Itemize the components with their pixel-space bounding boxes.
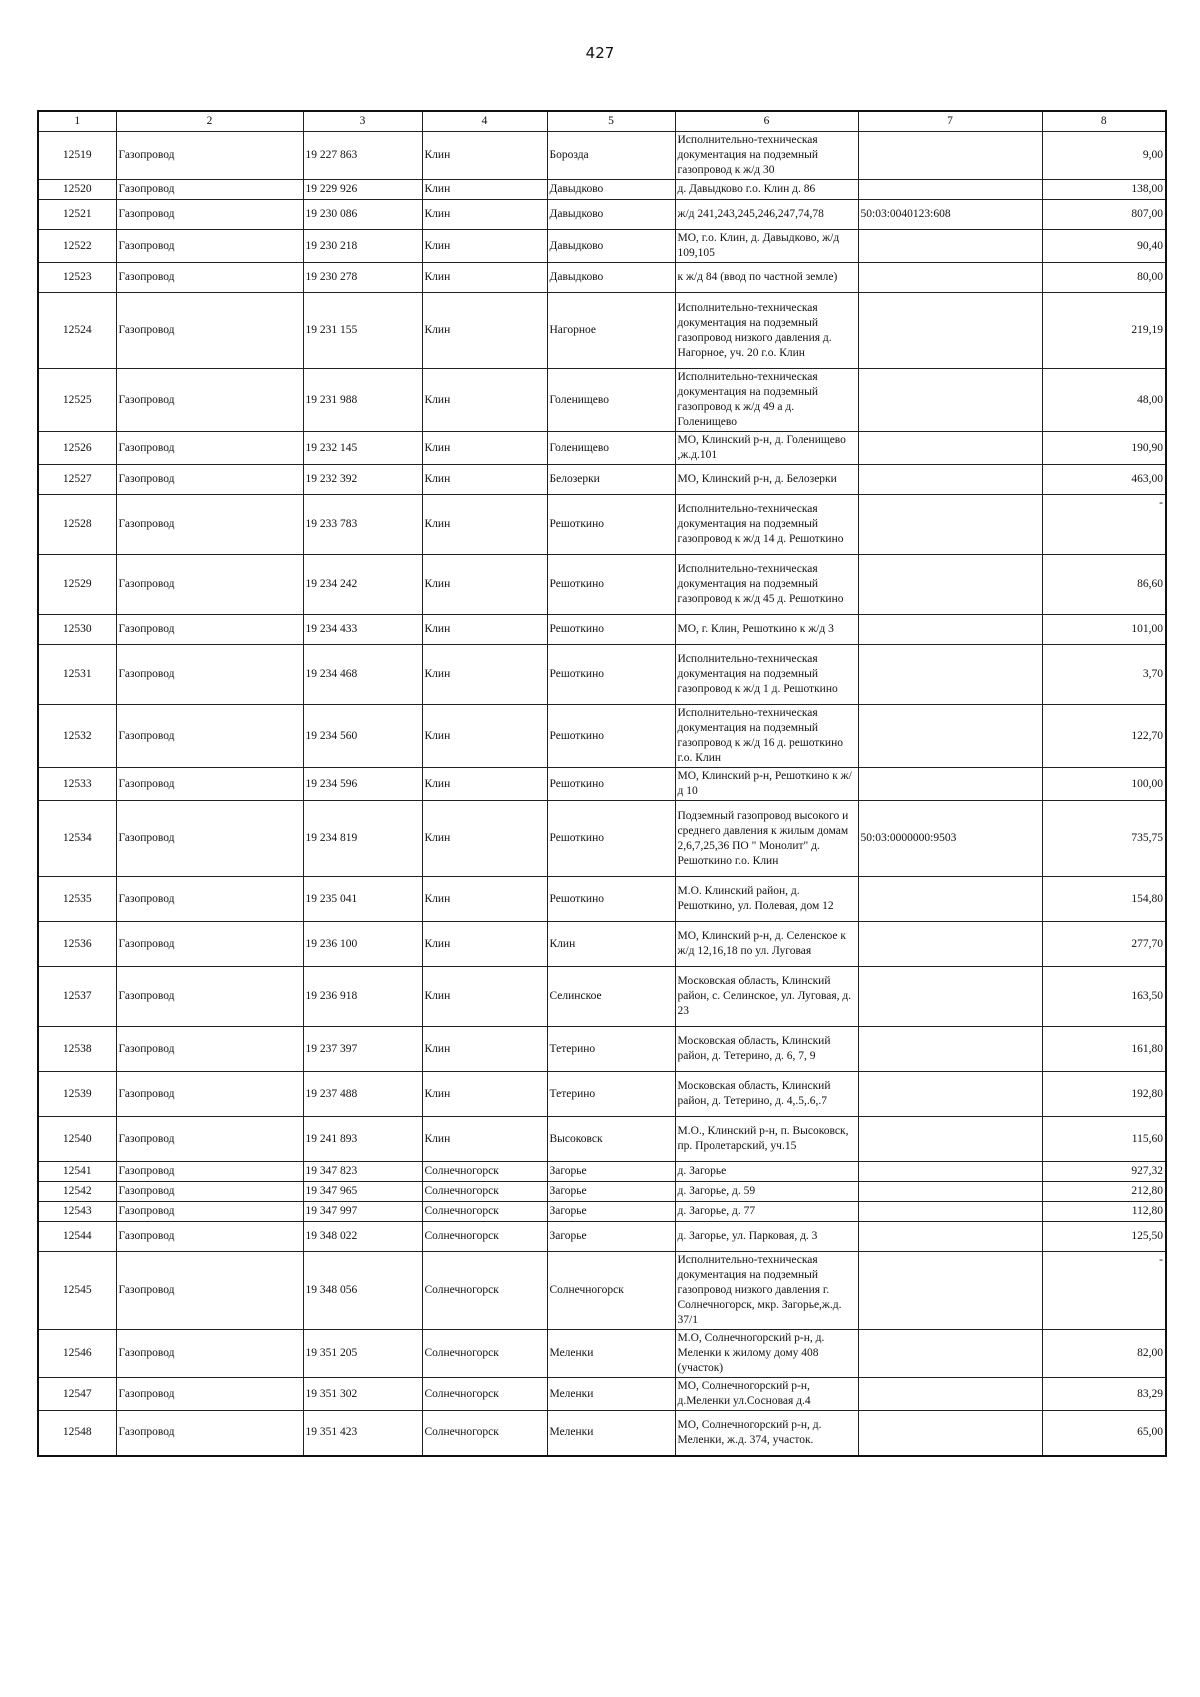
length-value: 161,80: [1042, 1027, 1166, 1072]
locality: Решоткино: [547, 555, 675, 615]
length-value: 48,00: [1042, 369, 1166, 432]
table-row: [38, 369, 1166, 432]
district: Клин: [422, 132, 547, 180]
address: МО, Солнечногорский р-н, д.Меленки ул.Сосновая д.4: [675, 1378, 858, 1411]
locality: Давыдково: [547, 200, 675, 230]
cadastral-number: 50:03:0040123:608: [858, 200, 1042, 230]
district: Солнечногорск: [422, 1252, 547, 1330]
object-type: Газопровод: [116, 263, 303, 293]
row-number: 12537: [38, 967, 116, 1027]
object-code: 19 347 965: [303, 1182, 422, 1202]
row-number: 12546: [38, 1330, 116, 1378]
address: д. Загорье, д. 59: [675, 1182, 858, 1202]
object-type: Газопровод: [116, 1202, 303, 1222]
object-type: Газопровод: [116, 1411, 303, 1456]
address: Исполнительно-техническая документация на подземный газопровод к ж/д 16 д. решоткино г.о. Клин: [675, 705, 858, 768]
table-row: [38, 495, 1166, 555]
object-code: 19 230 086: [303, 200, 422, 230]
cadastral-number: [858, 495, 1042, 555]
cadastral-number: [858, 922, 1042, 967]
header-row: [38, 111, 1166, 132]
length-value: 122,70: [1042, 705, 1166, 768]
length-value: 927,32: [1042, 1162, 1166, 1182]
address: Подземный газопровод высокого и среднего давления к жилым домам 2,6,7,25,36 ПО " Монолит" д. Решоткино г.о. Клин: [675, 801, 858, 877]
length-value: 90,40: [1042, 230, 1166, 263]
district: Клин: [422, 1072, 547, 1117]
locality: Решоткино: [547, 495, 675, 555]
locality: Селинское: [547, 967, 675, 1027]
object-code: 19 351 302: [303, 1378, 422, 1411]
object-code: 19 227 863: [303, 132, 422, 180]
table-row: [38, 922, 1166, 967]
table-row: [38, 1202, 1166, 1222]
locality: Решоткино: [547, 877, 675, 922]
district: Клин: [422, 801, 547, 877]
row-number: 12524: [38, 293, 116, 369]
locality: Тетерино: [547, 1072, 675, 1117]
table-row: [38, 293, 1166, 369]
address: Московская область, Клинский район, с. Селинское, ул. Луговая, д. 23: [675, 967, 858, 1027]
table-row: [38, 615, 1166, 645]
locality: Солнечногорск: [547, 1252, 675, 1330]
length-value: 86,60: [1042, 555, 1166, 615]
row-number: 12538: [38, 1027, 116, 1072]
cadastral-number: [858, 230, 1042, 263]
object-code: 19 229 926: [303, 180, 422, 200]
district: Клин: [422, 432, 547, 465]
district: Клин: [422, 200, 547, 230]
locality: Борозда: [547, 132, 675, 180]
table-row: [38, 1330, 1166, 1378]
table-row: [38, 645, 1166, 705]
district: Клин: [422, 230, 547, 263]
page-number: 427: [585, 44, 615, 62]
cadastral-number: 50:03:0000000:9503: [858, 801, 1042, 877]
object-type: Газопровод: [116, 1330, 303, 1378]
table-row: [38, 1378, 1166, 1411]
object-code: 19 231 155: [303, 293, 422, 369]
cadastral-number: [858, 645, 1042, 705]
locality: Решоткино: [547, 768, 675, 801]
row-number: 12540: [38, 1117, 116, 1162]
object-type: Газопровод: [116, 132, 303, 180]
column-header: 4: [422, 111, 547, 132]
district: Солнечногорск: [422, 1202, 547, 1222]
object-code: 19 347 823: [303, 1162, 422, 1182]
district: Клин: [422, 615, 547, 645]
address: Исполнительно-техническая документация на подземный газопровод к ж/д 49 а д. Голенищево: [675, 369, 858, 432]
locality: Белозерки: [547, 465, 675, 495]
row-number: 12521: [38, 200, 116, 230]
locality: Давыдково: [547, 263, 675, 293]
row-number: 12530: [38, 615, 116, 645]
cadastral-number: [858, 1378, 1042, 1411]
locality: Загорье: [547, 1202, 675, 1222]
object-type: Газопровод: [116, 180, 303, 200]
row-number: 12536: [38, 922, 116, 967]
address: ж/д 241,243,245,246,247,74,78: [675, 200, 858, 230]
district: Клин: [422, 465, 547, 495]
object-type: Газопровод: [116, 768, 303, 801]
locality: Загорье: [547, 1222, 675, 1252]
address: Исполнительно-техническая документация на подземный газопровод низкого давления г. Солнечногорск, мкр. Загорье,ж.д. 37/1: [675, 1252, 858, 1330]
row-number: 12535: [38, 877, 116, 922]
row-number: 12531: [38, 645, 116, 705]
locality: Решоткино: [547, 705, 675, 768]
row-number: 12520: [38, 180, 116, 200]
object-code: 19 236 100: [303, 922, 422, 967]
address: МО, Клинский р-н, д. Белозерки: [675, 465, 858, 495]
address: Исполнительно-техническая документация на подземный газопровод к ж/д 14 д. Решоткино: [675, 495, 858, 555]
address: МО, Клинский р-н, Решоткино к ж/д 10: [675, 768, 858, 801]
address: М.О, Солнечногорский р-н, д. Меленки к жилому дому 408 (участок): [675, 1330, 858, 1378]
row-number: 12529: [38, 555, 116, 615]
length-value: 138,00: [1042, 180, 1166, 200]
length-value: 212,80: [1042, 1182, 1166, 1202]
row-number: 12523: [38, 263, 116, 293]
cadastral-number: [858, 967, 1042, 1027]
address: д. Давыдково г.о. Клин д. 86: [675, 180, 858, 200]
cadastral-number: [858, 1162, 1042, 1182]
object-code: 19 230 278: [303, 263, 422, 293]
column-header: 8: [1042, 111, 1166, 132]
table-row: [38, 1162, 1166, 1182]
cadastral-number: [858, 1072, 1042, 1117]
locality: Голенищево: [547, 369, 675, 432]
cadastral-number: [858, 1117, 1042, 1162]
district: Клин: [422, 922, 547, 967]
object-code: 19 234 819: [303, 801, 422, 877]
length-value: 100,00: [1042, 768, 1166, 801]
address: МО, Солнечногорский р-н, д. Меленки, ж.д. 374, участок.: [675, 1411, 858, 1456]
column-header: 7: [858, 111, 1042, 132]
district: Клин: [422, 555, 547, 615]
table-row: [38, 1117, 1166, 1162]
district: Солнечногорск: [422, 1411, 547, 1456]
locality: Давыдково: [547, 180, 675, 200]
column-header: 5: [547, 111, 675, 132]
cadastral-number: [858, 432, 1042, 465]
object-type: Газопровод: [116, 1378, 303, 1411]
address: МО, Клинский р-н, д. Голенищево ,ж.д.101: [675, 432, 858, 465]
table-row: [38, 1411, 1166, 1456]
object-type: Газопровод: [116, 1117, 303, 1162]
district: Солнечногорск: [422, 1378, 547, 1411]
row-number: 12539: [38, 1072, 116, 1117]
locality: Решоткино: [547, 801, 675, 877]
object-type: Газопровод: [116, 922, 303, 967]
district: Солнечногорск: [422, 1162, 547, 1182]
address: МО, Клинский р-н, д. Селенское к ж/д 12,16,18 по ул. Луговая: [675, 922, 858, 967]
row-number: 12543: [38, 1202, 116, 1222]
table-row: [38, 1027, 1166, 1072]
length-value: 735,75: [1042, 801, 1166, 877]
length-value: 125,50: [1042, 1222, 1166, 1252]
row-number: 12532: [38, 705, 116, 768]
row-number: 12526: [38, 432, 116, 465]
object-code: 19 351 423: [303, 1411, 422, 1456]
cadastral-number: [858, 180, 1042, 200]
cadastral-number: [858, 1202, 1042, 1222]
table-row: [38, 230, 1166, 263]
length-value: 80,00: [1042, 263, 1166, 293]
object-code: 19 234 596: [303, 768, 422, 801]
object-type: Газопровод: [116, 645, 303, 705]
district: Клин: [422, 768, 547, 801]
table-row: [38, 432, 1166, 465]
length-value: 101,00: [1042, 615, 1166, 645]
district: Клин: [422, 263, 547, 293]
district: Клин: [422, 645, 547, 705]
object-code: 19 237 488: [303, 1072, 422, 1117]
row-number: 12527: [38, 465, 116, 495]
object-code: 19 234 242: [303, 555, 422, 615]
table-row: [38, 1182, 1166, 1202]
object-code: 19 231 988: [303, 369, 422, 432]
district: Клин: [422, 293, 547, 369]
length-value: 115,60: [1042, 1117, 1166, 1162]
length-value: 65,00: [1042, 1411, 1166, 1456]
object-code: 19 347 997: [303, 1202, 422, 1222]
locality: Клин: [547, 922, 675, 967]
registry-table: [37, 110, 1167, 1457]
length-value: 190,90: [1042, 432, 1166, 465]
object-code: 19 348 056: [303, 1252, 422, 1330]
length-value: -: [1042, 1252, 1166, 1330]
length-value: 9,00: [1042, 132, 1166, 180]
locality: Меленки: [547, 1411, 675, 1456]
district: Солнечногорск: [422, 1222, 547, 1252]
length-value: 807,00: [1042, 200, 1166, 230]
object-code: 19 236 918: [303, 967, 422, 1027]
cadastral-number: [858, 555, 1042, 615]
row-number: 12542: [38, 1182, 116, 1202]
length-value: 154,80: [1042, 877, 1166, 922]
length-value: 219,19: [1042, 293, 1166, 369]
object-code: 19 233 783: [303, 495, 422, 555]
address: М.О. Клинский район, д. Решоткино, ул. Полевая, дом 12: [675, 877, 858, 922]
column-header: 1: [38, 111, 116, 132]
cadastral-number: [858, 705, 1042, 768]
address: Московская область, Клинский район, д. Тетерино, д. 6, 7, 9: [675, 1027, 858, 1072]
district: Клин: [422, 967, 547, 1027]
district: Клин: [422, 705, 547, 768]
object-type: Газопровод: [116, 495, 303, 555]
cadastral-number: [858, 1222, 1042, 1252]
address: к ж/д 84 (ввод по частной земле): [675, 263, 858, 293]
address: МО, г. Клин, Решоткино к ж/д 3: [675, 615, 858, 645]
row-number: 12545: [38, 1252, 116, 1330]
row-number: 12548: [38, 1411, 116, 1456]
address: Исполнительно-техническая документация на подземный газопровод к ж/д 30: [675, 132, 858, 180]
object-type: Газопровод: [116, 200, 303, 230]
cadastral-number: [858, 132, 1042, 180]
table-row: [38, 877, 1166, 922]
object-code: 19 235 041: [303, 877, 422, 922]
object-type: Газопровод: [116, 369, 303, 432]
length-value: 277,70: [1042, 922, 1166, 967]
length-value: 83,29: [1042, 1378, 1166, 1411]
address: Московская область, Клинский район, д. Тетерино, д. 4,.5,.6,.7: [675, 1072, 858, 1117]
object-type: Газопровод: [116, 1252, 303, 1330]
locality: Меленки: [547, 1378, 675, 1411]
object-code: 19 351 205: [303, 1330, 422, 1378]
table-row: [38, 967, 1166, 1027]
table-body: [38, 132, 1166, 1456]
cadastral-number: [858, 768, 1042, 801]
object-type: Газопровод: [116, 1162, 303, 1182]
length-value: 163,50: [1042, 967, 1166, 1027]
district: Клин: [422, 369, 547, 432]
row-number: 12541: [38, 1162, 116, 1182]
object-code: 19 241 893: [303, 1117, 422, 1162]
column-header: 2: [116, 111, 303, 132]
object-code: 19 234 468: [303, 645, 422, 705]
object-code: 19 230 218: [303, 230, 422, 263]
district: Солнечногорск: [422, 1330, 547, 1378]
locality: Меленки: [547, 1330, 675, 1378]
table-row: [38, 200, 1166, 230]
column-header: 3: [303, 111, 422, 132]
column-header: 6: [675, 111, 858, 132]
table-row: [38, 132, 1166, 180]
row-number: 12534: [38, 801, 116, 877]
locality: Решоткино: [547, 645, 675, 705]
object-type: Газопровод: [116, 555, 303, 615]
table-row: [38, 180, 1166, 200]
object-type: Газопровод: [116, 1222, 303, 1252]
locality: Давыдково: [547, 230, 675, 263]
object-type: Газопровод: [116, 432, 303, 465]
cadastral-number: [858, 1252, 1042, 1330]
address: д. Загорье: [675, 1162, 858, 1182]
object-type: Газопровод: [116, 877, 303, 922]
object-code: 19 234 433: [303, 615, 422, 645]
length-value: 192,80: [1042, 1072, 1166, 1117]
row-number: 12533: [38, 768, 116, 801]
locality: Высоковск: [547, 1117, 675, 1162]
cadastral-number: [858, 465, 1042, 495]
length-value: 463,00: [1042, 465, 1166, 495]
table-row: [38, 465, 1166, 495]
address: Исполнительно-техническая документация на подземный газопровод к ж/д 45 д. Решоткино: [675, 555, 858, 615]
district: Клин: [422, 180, 547, 200]
length-value: 112,80: [1042, 1202, 1166, 1222]
locality: Загорье: [547, 1162, 675, 1182]
object-type: Газопровод: [116, 705, 303, 768]
district: Клин: [422, 1117, 547, 1162]
cadastral-number: [858, 877, 1042, 922]
cadastral-number: [858, 1330, 1042, 1378]
length-value: 3,70: [1042, 645, 1166, 705]
row-number: 12525: [38, 369, 116, 432]
district: Клин: [422, 495, 547, 555]
length-value: 82,00: [1042, 1330, 1166, 1378]
object-type: Газопровод: [116, 1027, 303, 1072]
address: М.О., Клинский р-н, п. Высоковск, пр. Пролетарский, уч.15: [675, 1117, 858, 1162]
object-type: Газопровод: [116, 967, 303, 1027]
table-row: [38, 263, 1166, 293]
locality: Тетерино: [547, 1027, 675, 1072]
address: Исполнительно-техническая документация на подземный газопровод низкого давления д. Нагорное, уч. 20 г.о. Клин: [675, 293, 858, 369]
cadastral-number: [858, 615, 1042, 645]
table-row: [38, 1222, 1166, 1252]
row-number: 12547: [38, 1378, 116, 1411]
object-code: 19 232 392: [303, 465, 422, 495]
address: МО, г.о. Клин, д. Давыдково, ж/д 109,105: [675, 230, 858, 263]
table-row: [38, 1072, 1166, 1117]
object-code: 19 237 397: [303, 1027, 422, 1072]
object-type: Газопровод: [116, 801, 303, 877]
locality: Голенищево: [547, 432, 675, 465]
row-number: 12528: [38, 495, 116, 555]
row-number: 12544: [38, 1222, 116, 1252]
locality: Решоткино: [547, 615, 675, 645]
row-number: 12522: [38, 230, 116, 263]
table-row: [38, 801, 1166, 877]
cadastral-number: [858, 1027, 1042, 1072]
object-type: Газопровод: [116, 1072, 303, 1117]
address: Исполнительно-техническая документация на подземный газопровод к ж/д 1 д. Решоткино: [675, 645, 858, 705]
length-value: -: [1042, 495, 1166, 555]
object-type: Газопровод: [116, 465, 303, 495]
row-number: 12519: [38, 132, 116, 180]
object-type: Газопровод: [116, 615, 303, 645]
cadastral-number: [858, 1182, 1042, 1202]
cadastral-number: [858, 369, 1042, 432]
table-row: [38, 1252, 1166, 1330]
district: Клин: [422, 877, 547, 922]
table-row: [38, 555, 1166, 615]
locality: Загорье: [547, 1182, 675, 1202]
object-type: Газопровод: [116, 293, 303, 369]
address: д. Загорье, д. 77: [675, 1202, 858, 1222]
address: д. Загорье, ул. Парковая, д. 3: [675, 1222, 858, 1252]
object-code: 19 232 145: [303, 432, 422, 465]
table-row: [38, 768, 1166, 801]
locality: Нагорное: [547, 293, 675, 369]
district: Клин: [422, 1027, 547, 1072]
cadastral-number: [858, 293, 1042, 369]
cadastral-number: [858, 1411, 1042, 1456]
district: Солнечногорск: [422, 1182, 547, 1202]
object-code: 19 234 560: [303, 705, 422, 768]
object-code: 19 348 022: [303, 1222, 422, 1252]
object-type: Газопровод: [116, 1182, 303, 1202]
table-row: [38, 705, 1166, 768]
cadastral-number: [858, 263, 1042, 293]
object-type: Газопровод: [116, 230, 303, 263]
